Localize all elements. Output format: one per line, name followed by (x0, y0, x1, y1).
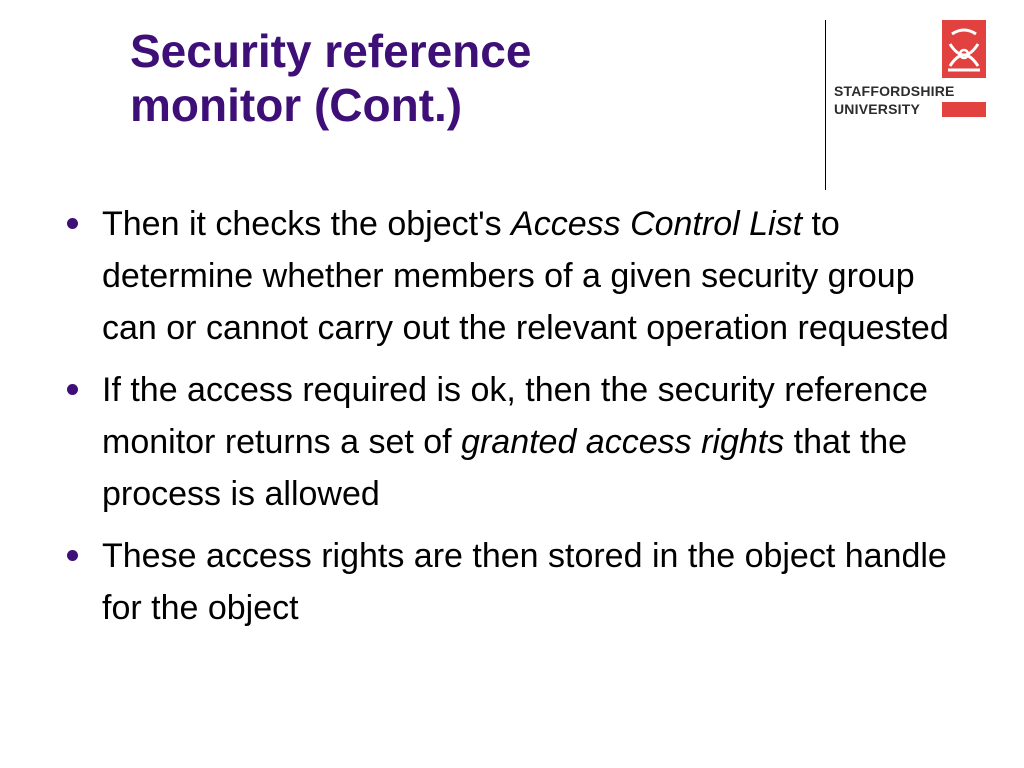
title-line-2: monitor (Cont.) (130, 79, 463, 132)
bullet-dot (67, 384, 78, 395)
bullet-list (62, 198, 962, 644)
header-divider (825, 20, 826, 190)
bullet-dot (67, 218, 78, 229)
page-title (130, 24, 770, 133)
bullet-emphasis: granted access rights (461, 423, 785, 461)
bullet-text: Then it checks the object's (102, 205, 512, 243)
bullet-text: to determine whether members of a given security group can or cannot carry out the relevant operation requested (102, 205, 949, 347)
bullet-item (62, 530, 962, 634)
logo-red-bar (942, 102, 986, 117)
university-logo (834, 20, 986, 120)
bullet-text: These access rights are then stored in the object handle for the object (102, 537, 947, 627)
bullet-text: that the process is allowed (102, 423, 908, 513)
bullet-emphasis: Access Control List (511, 205, 803, 243)
bullet-dot (67, 550, 78, 561)
logo-text-staffordshire: STAFFORDSHIRE (834, 83, 955, 99)
logo-text-university: UNIVERSITY (834, 101, 921, 117)
title-line-1: Security reference (130, 25, 532, 77)
bullet-item (62, 364, 962, 520)
bullet-text: If the access required is ok, then the security reference monitor returns a set of (102, 371, 928, 461)
staffordshire-knot-crest-icon (942, 20, 986, 78)
bullet-item (62, 198, 962, 354)
